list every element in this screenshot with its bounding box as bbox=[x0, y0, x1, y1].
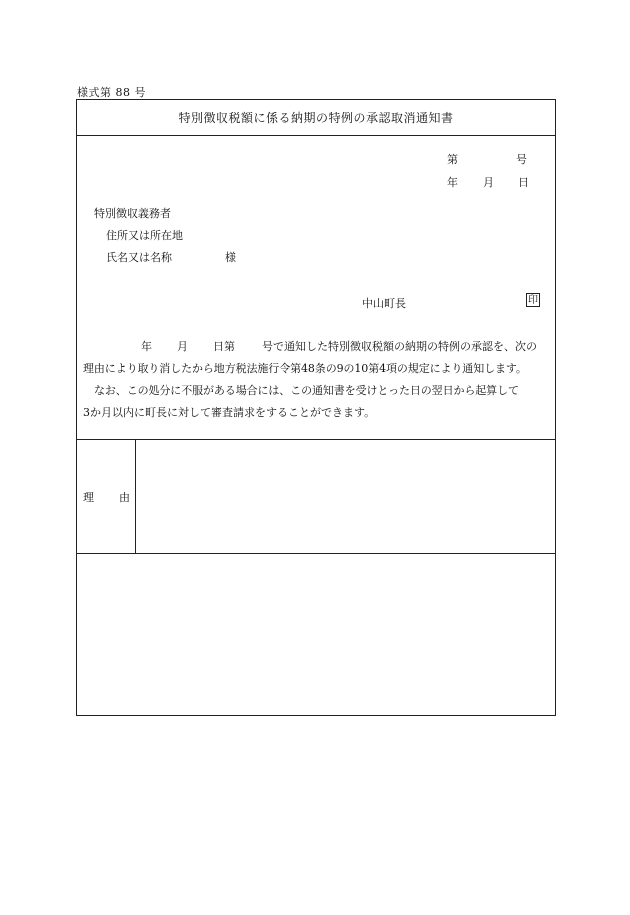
reason-label-cell bbox=[77, 440, 136, 553]
blank-area bbox=[77, 554, 555, 716]
notice-form-frame bbox=[76, 99, 556, 716]
date-day-label: 日 bbox=[518, 176, 529, 189]
number-suffix: 号 bbox=[516, 153, 527, 166]
reason-label-right: 由 bbox=[119, 491, 130, 504]
body-line-1-rest: 号で通知した特別徴収税額の納期の特例の承認を、次の bbox=[262, 340, 537, 353]
reason-label-left: 理 bbox=[83, 491, 94, 504]
reason-row bbox=[77, 439, 555, 554]
seal-mark: 印 bbox=[528, 295, 538, 306]
form-number: 様式第 88 号 bbox=[77, 86, 146, 99]
issuer-title: 中山町長 bbox=[362, 297, 406, 310]
date-month-label: 月 bbox=[483, 176, 494, 189]
body-line-2: 理由により取り消したから地方税法施行令第48条の9の10第4項の規定により通知します。 bbox=[83, 362, 527, 375]
number-prefix: 第 bbox=[447, 153, 458, 166]
address-label: 住所又は所在地 bbox=[106, 229, 183, 242]
body-month: 月 bbox=[177, 340, 188, 353]
body-line-4: 3か月以内に町長に対して審査請求をすることができます。 bbox=[83, 406, 376, 419]
honorific: 様 bbox=[225, 251, 236, 264]
date-year-label: 年 bbox=[447, 176, 458, 189]
reason-content bbox=[136, 440, 555, 553]
body-year: 年 bbox=[141, 340, 152, 353]
body-day-no: 日第 bbox=[213, 340, 235, 353]
name-label: 氏名又は名称 bbox=[106, 251, 172, 264]
recipient-heading: 特別徴収義務者 bbox=[94, 207, 171, 220]
body-line-3: なお、この処分に不服がある場合には、この通知書を受けとった日の翌日から起算して bbox=[94, 384, 519, 397]
form-title bbox=[77, 100, 555, 136]
form-title-text: 特別徴収税額に係る納期の特例の承認取消通知書 bbox=[178, 111, 454, 125]
